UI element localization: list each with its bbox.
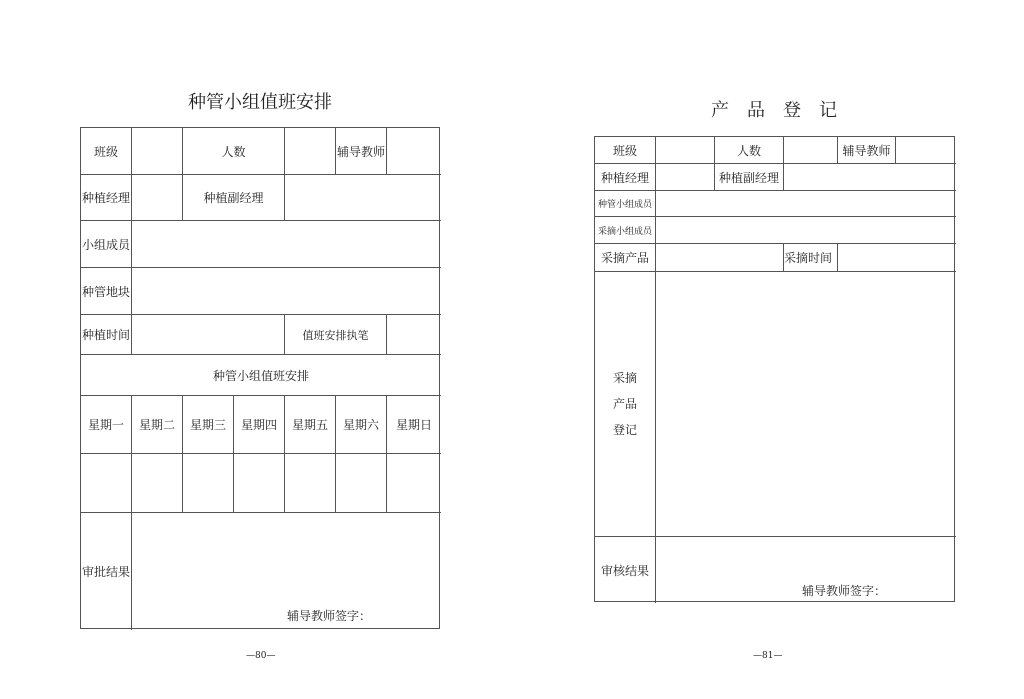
class-label: 班级 <box>595 137 656 164</box>
register-label-line: 产品 <box>612 397 637 411</box>
right-page-number: —81— <box>753 651 783 661</box>
plot-field[interactable] <box>132 268 441 315</box>
count-field[interactable] <box>285 128 336 175</box>
advisor-field[interactable] <box>387 128 441 175</box>
review-field[interactable] <box>656 537 956 603</box>
count-field[interactable] <box>784 137 838 164</box>
left-page-title: 种管小组值班安排 <box>188 92 332 113</box>
pick-member-label: 采摘小组成员 <box>595 217 656 244</box>
members-field[interactable] <box>132 221 441 268</box>
register-label-line: 采摘 <box>612 371 637 385</box>
time-field[interactable] <box>132 315 285 355</box>
grow-member-label: 种管小组成员 <box>595 191 656 217</box>
class-field[interactable] <box>132 128 183 175</box>
weekday-header: 星期日 <box>387 396 441 454</box>
product-label: 采摘产品 <box>595 244 656 272</box>
register-label-line: 登记 <box>612 423 637 437</box>
plot-label: 种管地块 <box>81 268 132 315</box>
weekday-header: 星期四 <box>234 396 285 454</box>
manager-field[interactable] <box>132 175 183 221</box>
right-page-title: 产 品 登 记 <box>711 100 837 121</box>
weekday-cell[interactable] <box>234 454 285 513</box>
weekday-cell[interactable] <box>387 454 441 513</box>
product-register-table <box>594 136 955 602</box>
manager-label: 种植经理 <box>595 164 656 191</box>
register-label <box>595 272 656 537</box>
count-label: 人数 <box>183 128 285 175</box>
signature-label: 辅导教师签字： <box>286 609 371 623</box>
members-label: 小组成员 <box>81 221 132 268</box>
weekday-header: 星期三 <box>183 396 234 454</box>
count-label: 人数 <box>715 137 784 164</box>
approval-field[interactable] <box>132 513 441 630</box>
weekday-cell[interactable] <box>81 454 132 513</box>
weekday-cell[interactable] <box>132 454 183 513</box>
register-field[interactable] <box>656 272 956 537</box>
deputy-label: 种植副经理 <box>715 164 784 191</box>
approval-label: 审批结果 <box>81 513 132 630</box>
deputy-field[interactable] <box>784 164 956 191</box>
manager-label: 种植经理 <box>81 175 132 221</box>
pick-time-label: 采摘时间 <box>768 244 838 272</box>
product-field[interactable] <box>656 244 784 272</box>
weekday-cell[interactable] <box>336 454 387 513</box>
weekday-header: 星期五 <box>285 396 336 454</box>
time-label: 种植时间 <box>81 315 132 355</box>
manager-field[interactable] <box>656 164 715 191</box>
class-label: 班级 <box>81 128 132 175</box>
weekday-cell[interactable] <box>183 454 234 513</box>
review-label: 审核结果 <box>595 537 656 603</box>
writer-label: 值班安排执笔 <box>285 315 387 355</box>
weekday-header: 星期六 <box>336 396 387 454</box>
advisor-field[interactable] <box>896 137 956 164</box>
duty-schedule-table <box>80 127 440 629</box>
weekday-cell[interactable] <box>285 454 336 513</box>
schedule-title: 种管小组值班安排 <box>81 355 441 396</box>
deputy-field[interactable] <box>285 175 441 221</box>
left-page-number: —80— <box>246 651 276 661</box>
advisor-label: 辅导教师 <box>336 128 387 175</box>
grow-member-field[interactable] <box>656 191 956 217</box>
writer-field[interactable] <box>387 315 441 355</box>
class-field[interactable] <box>656 137 715 164</box>
pick-time-field[interactable] <box>838 244 956 272</box>
deputy-label: 种植副经理 <box>183 175 285 221</box>
advisor-label: 辅导教师 <box>838 137 896 164</box>
pick-member-field[interactable] <box>656 217 956 244</box>
weekday-header: 星期二 <box>132 396 183 454</box>
signature-label: 辅导教师签字： <box>801 584 886 598</box>
weekday-header: 星期一 <box>81 396 132 454</box>
